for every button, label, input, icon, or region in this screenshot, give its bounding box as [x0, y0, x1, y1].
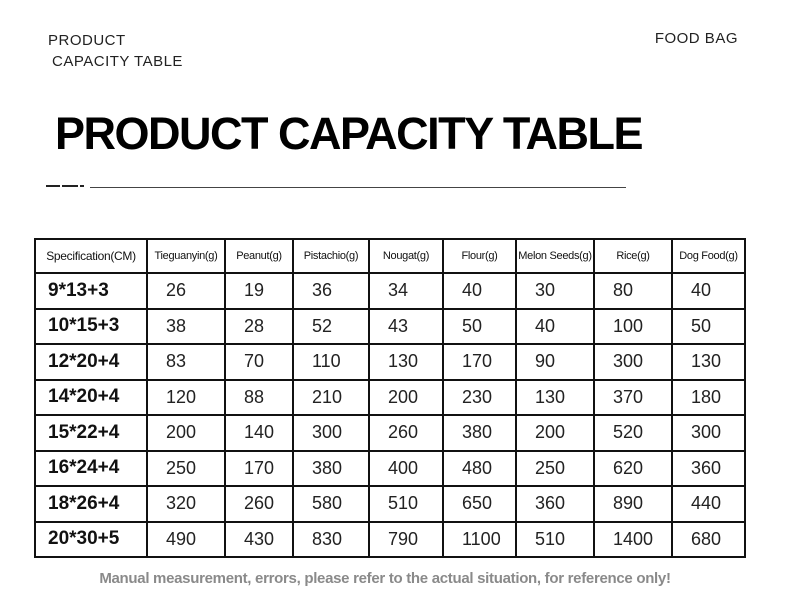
- table-cell: 250: [516, 451, 594, 487]
- table-cell: 580: [293, 486, 369, 522]
- capacity-table: [34, 238, 746, 558]
- table-cell: 130: [369, 344, 443, 380]
- table-cell: 200: [516, 415, 594, 451]
- table-cell: 320: [147, 486, 225, 522]
- table-cell: 40: [672, 273, 745, 309]
- table-cell: 650: [443, 486, 516, 522]
- table-cell: 70: [225, 344, 293, 380]
- table-cell: 480: [443, 451, 516, 487]
- spec-cell: 20*30+5: [35, 522, 147, 558]
- disclaimer-note: Manual measurement, errors, please refer to the actual situation, for reference only!: [99, 570, 671, 587]
- table-cell: 830: [293, 522, 369, 558]
- table-cell: 90: [516, 344, 594, 380]
- header-category: FOOD BAG: [654, 30, 738, 47]
- table-cell: 80: [594, 273, 672, 309]
- table-cell: 890: [594, 486, 672, 522]
- table-cell: 250: [147, 451, 225, 487]
- table-row: [35, 486, 745, 522]
- table-row: [35, 273, 745, 309]
- column-header: Nougat(g): [369, 239, 443, 273]
- table-cell: 260: [369, 415, 443, 451]
- spec-cell: 14*20+4: [35, 380, 147, 416]
- table-cell: 370: [594, 380, 672, 416]
- table-cell: 34: [369, 273, 443, 309]
- table-cell: 180: [672, 380, 745, 416]
- table-cell: 360: [672, 451, 745, 487]
- table-cell: 440: [672, 486, 745, 522]
- column-header: Specification(CM): [35, 239, 147, 273]
- spec-cell: 15*22+4: [35, 415, 147, 451]
- column-header: Dog Food(g): [672, 239, 745, 273]
- table-cell: 40: [516, 309, 594, 345]
- table-cell: 300: [293, 415, 369, 451]
- table-cell: 510: [516, 522, 594, 558]
- table-cell: 28: [225, 309, 293, 345]
- table-cell: 200: [147, 415, 225, 451]
- table-cell: 520: [594, 415, 672, 451]
- page-title: PRODUCT CAPACITY TABLE: [55, 108, 643, 159]
- table-cell: 490: [147, 522, 225, 558]
- table-cell: 200: [369, 380, 443, 416]
- table-cell: 52: [293, 309, 369, 345]
- table-row: [35, 522, 745, 558]
- table-cell: 140: [225, 415, 293, 451]
- table-cell: 210: [293, 380, 369, 416]
- column-header: Pistachio(g): [293, 239, 369, 273]
- column-header: Melon Seeds(g): [516, 239, 594, 273]
- table-header-row: [35, 239, 745, 273]
- column-header: Peanut(g): [225, 239, 293, 273]
- table-cell: 430: [225, 522, 293, 558]
- table-cell: 26: [147, 273, 225, 309]
- column-header: Tieguanyin(g): [147, 239, 225, 273]
- spec-cell: 12*20+4: [35, 344, 147, 380]
- table-cell: 260: [225, 486, 293, 522]
- table-cell: 83: [147, 344, 225, 380]
- table-cell: 510: [369, 486, 443, 522]
- table-cell: 400: [369, 451, 443, 487]
- table-cell: 40: [443, 273, 516, 309]
- header-label-line2: CAPACITY TABLE: [52, 53, 183, 70]
- table-cell: 110: [293, 344, 369, 380]
- column-header: Flour(g): [443, 239, 516, 273]
- spec-cell: 16*24+4: [35, 451, 147, 487]
- table-cell: 120: [147, 380, 225, 416]
- table-cell: 50: [672, 309, 745, 345]
- table-cell: 380: [293, 451, 369, 487]
- table-cell: 680: [672, 522, 745, 558]
- table-cell: 1400: [594, 522, 672, 558]
- decorative-dash: [62, 185, 78, 187]
- table-cell: 170: [225, 451, 293, 487]
- table-cell: 790: [369, 522, 443, 558]
- header-label: [48, 30, 183, 72]
- table-cell: 38: [147, 309, 225, 345]
- table-cell: 100: [594, 309, 672, 345]
- table-cell: 88: [225, 380, 293, 416]
- table-cell: 50: [443, 309, 516, 345]
- table-row: [35, 344, 745, 380]
- table-cell: 43: [369, 309, 443, 345]
- table-cell: 30: [516, 273, 594, 309]
- column-header: Rice(g): [594, 239, 672, 273]
- spec-cell: 9*13+3: [35, 273, 147, 309]
- decorative-dash: [46, 185, 60, 187]
- table-cell: 36: [293, 273, 369, 309]
- spec-cell: 10*15+3: [35, 309, 147, 345]
- header-label-line1: PRODUCT: [48, 32, 126, 49]
- table-cell: 1100: [443, 522, 516, 558]
- table-cell: 170: [443, 344, 516, 380]
- table-cell: 130: [672, 344, 745, 380]
- table-cell: 130: [516, 380, 594, 416]
- table-cell: 380: [443, 415, 516, 451]
- table-cell: 300: [594, 344, 672, 380]
- table-row: [35, 415, 745, 451]
- table-cell: 230: [443, 380, 516, 416]
- divider-line: [90, 187, 626, 188]
- decorative-dash: [80, 185, 84, 187]
- table-row: [35, 309, 745, 345]
- table-cell: 360: [516, 486, 594, 522]
- table-row: [35, 451, 745, 487]
- spec-cell: 18*26+4: [35, 486, 147, 522]
- table-cell: 300: [672, 415, 745, 451]
- table-cell: 19: [225, 273, 293, 309]
- table-row: [35, 380, 745, 416]
- table-cell: 620: [594, 451, 672, 487]
